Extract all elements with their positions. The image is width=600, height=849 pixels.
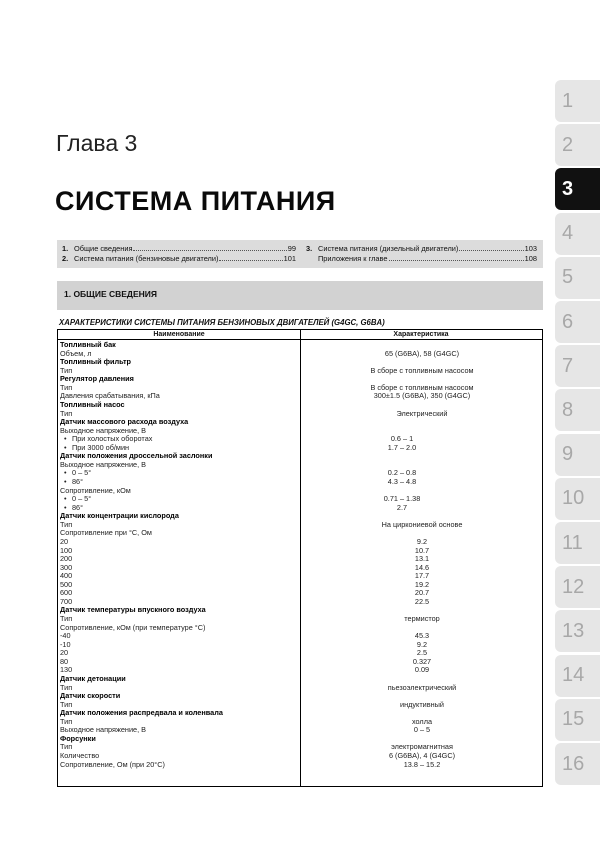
parameter-name: Выходное напряжение, В [60,459,146,469]
parameter-value: 0.71 – 1.38 [383,494,421,504]
table-row [58,666,542,675]
table-row [58,761,542,770]
table-row [58,709,542,718]
parameter-name: • При холостых оборотах [64,435,152,444]
parameter-value: 300±1.5 (G6BA), 350 (G4GC) [373,391,471,401]
chapter-tab-6[interactable]: 6 [555,301,600,343]
parameter-value: 9.2 [416,536,428,546]
parameter-value: 2.7 [396,502,408,512]
parameter-value: 14.6 [414,562,430,572]
parameter-name: Топливный насос [60,399,125,409]
parameter-name: Сопротивление, кОм [60,485,131,495]
parameter-name: Тип [60,699,73,709]
table-row [58,589,542,598]
table-title: ХАРАКТЕРИСТИКИ СИСТЕМЫ ПИТАНИЯ БЕНЗИНОВЫХ ДВИГАТЕЛЕЙ (G4GC, G6BA) [59,318,385,327]
contents-entry[interactable] [306,254,537,264]
parameter-name: 400 [60,571,73,581]
parameter-name: Тип [60,614,73,623]
table-row [58,726,542,735]
contents-entry-page: 103 [524,244,537,253]
parameter-name: 80 [60,656,69,666]
contents-entry-page: 108 [524,254,537,263]
parameter-value: 2.5 [416,648,428,658]
contents-entry-page: 101 [283,254,296,263]
parameter-name: 700 [60,596,73,606]
parameter-value: В сборе с топливным насосом [370,365,474,375]
parameter-name: • 86° [64,478,83,487]
table-row [58,581,542,590]
parameter-name: • При 3000 об/мин [64,444,129,453]
parameter-name: Регулятор давления [60,374,134,384]
contents-column-left [62,244,296,264]
chapter-title: СИСТЕМА ПИТАНИЯ [55,186,336,216]
parameter-name: -40 [60,631,71,641]
parameter-name: Тип [60,519,73,529]
parameter-value: 17.7 [414,571,430,581]
table-row [58,572,542,581]
parameter-value: 4.3 – 4.8 [387,477,417,486]
parameter-name: Датчик детонации [60,673,126,683]
table-row [58,555,542,564]
table-row [58,487,542,496]
parameter-name: Сопротивление, Ом (при 20°С) [60,759,165,769]
section-heading: 1. ОБЩИЕ СВЕДЕНИЯ [64,289,158,299]
parameter-value: Электрический [396,408,448,418]
parameter-name: Топливный бак [60,340,116,349]
table-row [58,547,542,556]
parameter-value: индуктивный [400,699,444,709]
parameter-name: Датчик концентрации кислорода [60,511,179,521]
section-heading-bar [57,281,543,310]
table-body [58,341,542,769]
chapter-contents [57,240,543,268]
parameter-name: Тип [60,365,73,375]
specifications-table [57,329,543,787]
table-row [58,529,542,538]
table-row [58,495,542,504]
parameter-value: 13.8 – 15.2 [403,759,441,769]
parameter-name: Датчик скорости [60,691,121,701]
parameter-name: Выходное напряжение, В [60,725,146,735]
parameter-value: пьезоэлектрический [387,682,457,692]
table-row [58,743,542,752]
table-row [58,632,542,641]
dot-leader [133,245,286,251]
table-row [58,341,542,350]
dot-leader [389,255,524,261]
table-row [58,649,542,658]
parameter-value: 65 (G6BA), 58 (G4GC) [384,348,460,358]
parameter-value: электромагнитная [391,742,453,752]
parameter-name: Топливный фильтр [60,357,132,367]
contents-entry[interactable] [62,244,296,254]
table-row [58,461,542,470]
contents-entry[interactable] [306,244,537,254]
parameter-value: В сборе с топливным насосом [370,382,474,392]
chapter-tab-8[interactable]: 8 [555,389,600,431]
parameter-name: Датчик массового расхода воздуха [60,417,189,427]
parameter-name: Тип [60,382,73,392]
parameter-value: 45.3 [414,631,430,641]
contents-entry-number: 3. [306,244,313,253]
table-row [58,624,542,633]
chapter-tab-10[interactable]: 10 [555,478,600,520]
parameter-name: 100 [60,545,73,555]
chapter-tab-16[interactable]: 16 [555,743,600,785]
chapter-label: Глава 3 [56,130,138,156]
parameter-name: Объем, л [60,348,92,358]
parameter-name: Сопротивление, кОм (при температуре °С) [60,622,206,632]
table-row [58,392,542,401]
parameter-name: Датчик температуры впускного воздуха [60,605,206,615]
column-header-name: Наименование [153,331,205,338]
parameter-name: Датчик положения дроссельной заслонки [60,451,213,461]
parameter-value: 0 – 5 [413,725,431,735]
table-row [58,658,542,667]
parameter-name: Тип [60,408,73,418]
column-header-value: Характеристика [393,331,449,338]
parameter-name: 20 [60,648,69,658]
table-row [58,469,542,478]
parameter-value: 10.7 [414,545,430,555]
parameter-name: 200 [60,554,73,564]
parameter-name: 500 [60,579,73,589]
parameter-value: 0.2 – 0.8 [387,468,417,478]
chapter-tab-11[interactable]: 11 [555,522,600,564]
parameter-value: 0.6 – 1 [390,434,414,444]
contents-entry-title: Система питания (бензиновые двигатели) [74,254,219,263]
parameter-value: холла [411,716,433,726]
chapter-tab-5[interactable]: 5 [555,257,600,299]
parameter-value: 0.09 [414,665,430,675]
contents-entry-number: 1. [62,244,69,253]
chapter-tab-1[interactable]: 1 [555,80,600,122]
parameter-value: 9.2 [416,639,428,649]
parameter-name: Тип [60,682,73,692]
chapter-tab-14[interactable]: 14 [555,655,600,697]
parameter-name: Тип [60,716,73,726]
parameter-name: 130 [60,665,73,675]
dot-leader [459,245,523,251]
parameter-value: На циркониевой основе [381,519,463,529]
chapter-tab-4[interactable]: 4 [555,213,600,255]
parameter-value: 1.7 – 2.0 [387,442,417,452]
chapter-tab-9[interactable]: 9 [555,434,600,476]
chapter-tab-15[interactable]: 15 [555,699,600,741]
parameter-name: • 86° [64,504,83,513]
parameter-value: 0.327 [412,656,432,666]
contents-entry[interactable] [62,254,296,264]
contents-column-right [306,244,537,264]
parameter-name: Выходное напряжение, В [60,425,146,435]
parameter-name: Количество [60,751,100,760]
table-row [58,435,542,444]
parameter-name: 300 [60,562,73,572]
table-row [58,641,542,650]
contents-entry-title: Общие сведения [74,244,133,253]
parameter-value: 22.5 [414,596,430,606]
parameter-name: • 0 – 5° [64,495,91,504]
chapter-tab-12[interactable]: 12 [555,566,600,608]
parameter-value: термистор [404,614,440,623]
dot-leader [219,255,282,261]
table-row [58,401,542,410]
table-row [58,675,542,684]
parameter-name: 600 [60,588,73,598]
contents-entry-title: Приложения к главе [318,254,388,263]
contents-entry-number: 2. [62,254,69,263]
parameter-value: 6 (G6BA), 4 (G4GC) [388,751,456,760]
chapter-tab-2[interactable]: 2 [555,124,600,166]
parameter-name: • 0 – 5° [64,469,91,478]
parameter-value: 20.7 [414,588,430,598]
table-row [58,735,542,744]
parameter-value: 13.1 [414,554,430,564]
table-row [58,538,542,547]
contents-entry-title: Система питания (дизельный двигатели) [318,244,459,253]
table-row [58,684,542,693]
chapter-tab-7[interactable]: 7 [555,345,600,387]
parameter-name: Форсунки [60,733,96,743]
parameter-name: 20 [60,536,69,546]
parameter-name: Датчик положения распредвала и коленвала [60,708,223,718]
parameter-value: 19.2 [414,579,430,589]
parameter-name: Сопротивление при °С, Ом [60,528,152,538]
chapter-tab-3[interactable]: 3 [555,168,600,210]
table-row [58,692,542,701]
chapter-tab-13[interactable]: 13 [555,610,600,652]
parameter-name: -10 [60,639,71,649]
contents-entry-page: 99 [287,244,296,253]
table-row [58,606,542,615]
parameter-name: Тип [60,742,73,752]
table-row [58,512,542,521]
table-row [58,564,542,573]
parameter-name: Давления срабатывания, кПа [60,391,160,401]
